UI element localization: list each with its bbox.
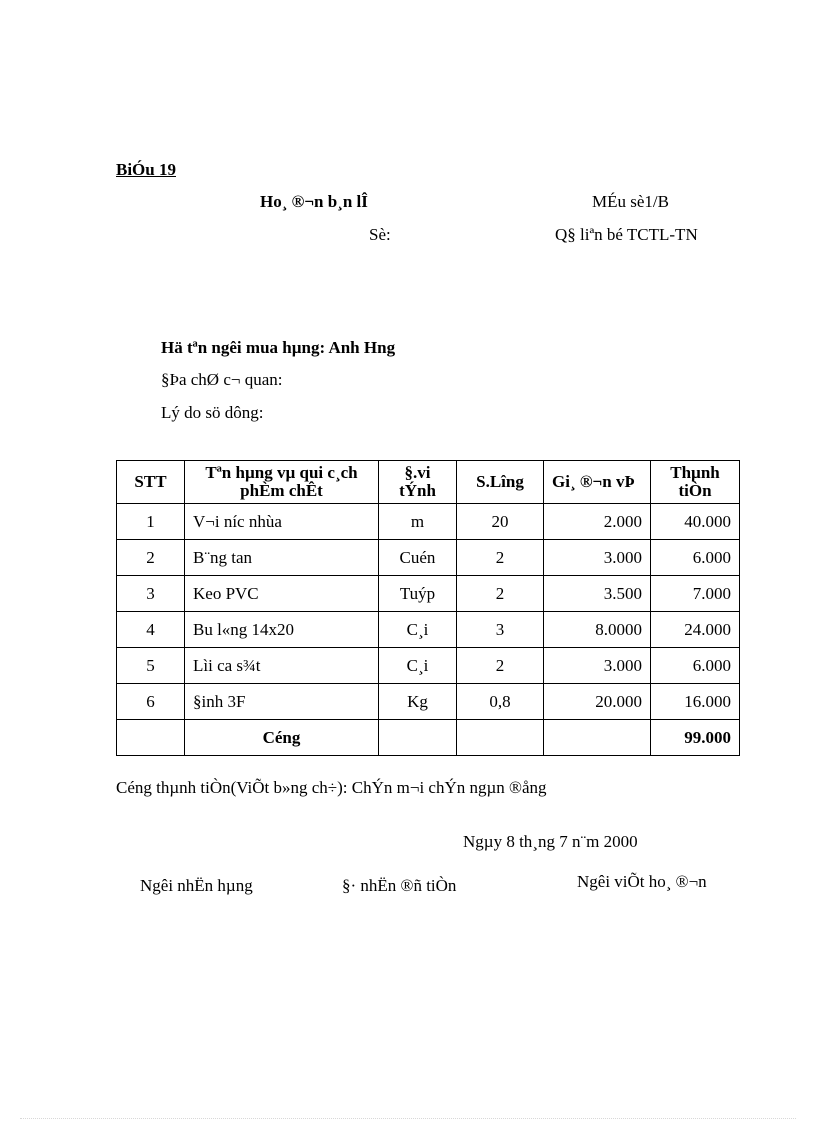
cell-quantity: 0,8 bbox=[457, 684, 544, 720]
cell-stt: 3 bbox=[117, 576, 185, 612]
cell-unit-price: 3.000 bbox=[544, 648, 651, 684]
date-line: Ngµy 8 th¸ng 7 n¨m 2000 bbox=[463, 832, 638, 851]
table-header-row bbox=[117, 461, 740, 504]
header-quantity: S.Lîng bbox=[457, 461, 544, 504]
document-number-label: Sè: bbox=[369, 225, 391, 244]
table-row bbox=[117, 612, 740, 648]
page-bottom-divider bbox=[20, 1118, 796, 1119]
signature-receiver: Ngêi nhËn hµng bbox=[140, 876, 253, 895]
cell-stt: 5 bbox=[117, 648, 185, 684]
cell-item-name: §inh 3F bbox=[185, 684, 379, 720]
table-row bbox=[117, 684, 740, 720]
table-row bbox=[117, 576, 740, 612]
header-unit-price: Gi¸ ®¬n vÞ bbox=[544, 461, 651, 504]
header-amount: Thµnh tiÒn bbox=[651, 461, 740, 504]
cell-quantity: 2 bbox=[457, 576, 544, 612]
cell-item-name: V¬i níc nhùa bbox=[185, 504, 379, 540]
items-table bbox=[116, 460, 740, 756]
decision-reference: Q§ liªn bé TCTL-TN bbox=[555, 225, 698, 244]
cell-unit: Tuýp bbox=[379, 576, 457, 612]
cell-quantity: 2 bbox=[457, 648, 544, 684]
total-in-words: Céng thµnh tiÒn(ViÕt b»ng ch÷): ChÝn m¬i chÝn ngµn ®ång bbox=[116, 778, 547, 797]
cell-quantity: 20 bbox=[457, 504, 544, 540]
cell-unit-price: 3.000 bbox=[544, 540, 651, 576]
form-title: BiÓu 19 bbox=[116, 160, 176, 179]
form-code: MÉu sè1/B bbox=[592, 192, 669, 211]
cell-unit: Kg bbox=[379, 684, 457, 720]
cell-unit: m bbox=[379, 504, 457, 540]
cell-empty bbox=[544, 720, 651, 756]
cell-amount: 7.000 bbox=[651, 576, 740, 612]
table-total-row bbox=[117, 720, 740, 756]
cell-stt: 4 bbox=[117, 612, 185, 648]
total-label: Céng bbox=[185, 720, 379, 756]
cell-amount: 6.000 bbox=[651, 648, 740, 684]
cell-empty bbox=[457, 720, 544, 756]
usage-reason-label: Lý do sö dông: bbox=[161, 403, 264, 422]
table-row bbox=[117, 504, 740, 540]
cell-quantity: 2 bbox=[457, 540, 544, 576]
cell-quantity: 3 bbox=[457, 612, 544, 648]
cell-amount: 24.000 bbox=[651, 612, 740, 648]
cell-amount: 40.000 bbox=[651, 504, 740, 540]
cell-item-name: Keo PVC bbox=[185, 576, 379, 612]
header-unit: §.vi tÝnh bbox=[379, 461, 457, 504]
cell-empty bbox=[117, 720, 185, 756]
cell-item-name: Bu l«ng 14x20 bbox=[185, 612, 379, 648]
buyer-name-line: Hä tªn ngêi mua hµng: Anh Hng bbox=[161, 338, 396, 357]
cell-amount: 16.000 bbox=[651, 684, 740, 720]
cell-amount: 6.000 bbox=[651, 540, 740, 576]
total-amount: 99.000 bbox=[651, 720, 740, 756]
cell-stt: 1 bbox=[117, 504, 185, 540]
cell-item-name: Lìi ca s¾t bbox=[185, 648, 379, 684]
signature-invoice-writer: Ngêi viÕt ho¸ ®¬n bbox=[577, 872, 707, 891]
header-stt: STT bbox=[117, 461, 185, 504]
table-row bbox=[117, 648, 740, 684]
cell-stt: 2 bbox=[117, 540, 185, 576]
cell-stt: 6 bbox=[117, 684, 185, 720]
document-title: Ho¸ ®¬n b¸n lÎ bbox=[260, 192, 368, 211]
cell-unit-price: 8.0000 bbox=[544, 612, 651, 648]
cell-unit-price: 20.000 bbox=[544, 684, 651, 720]
cell-unit-price: 2.000 bbox=[544, 504, 651, 540]
table-row bbox=[117, 540, 740, 576]
cell-unit: C¸i bbox=[379, 648, 457, 684]
cell-unit: Cuén bbox=[379, 540, 457, 576]
cell-item-name: B¨ng tan bbox=[185, 540, 379, 576]
header-item-name: Tªn hµng vµ qui c¸ch phÈm chÊt bbox=[185, 461, 379, 504]
cell-unit-price: 3.500 bbox=[544, 576, 651, 612]
buyer-address-label: §Þa chØ c¬ quan: bbox=[161, 370, 283, 389]
cell-empty bbox=[379, 720, 457, 756]
signature-payer: §· nhËn ®ñ tiÒn bbox=[342, 876, 457, 895]
cell-unit: C¸i bbox=[379, 612, 457, 648]
